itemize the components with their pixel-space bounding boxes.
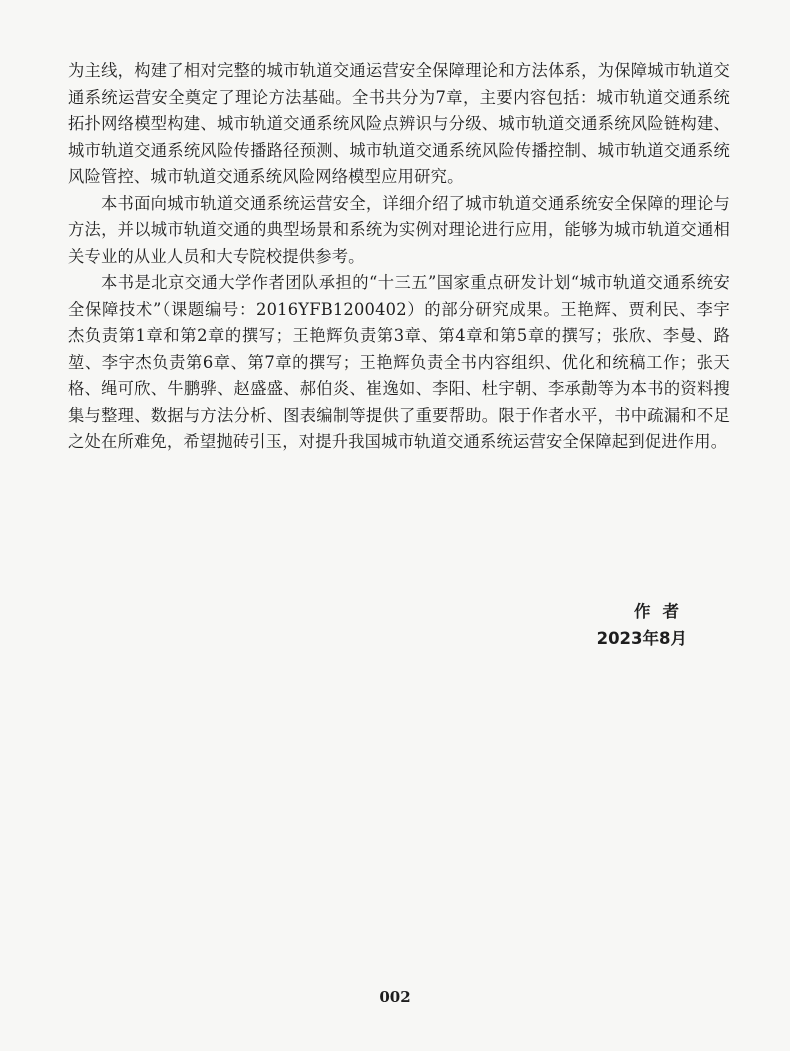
signature-block: [596, 598, 691, 652]
paragraph-3: 本书是北京交通大学作者团队承担的“十三五”国家重点研发计划“城市轨道交通系统安全保障技术”（课题编号：2016YFB1200402）的部分研究成果。王艳辉、贾利民、李宇杰负责第1章和第2章的撰写；王艳辉负责第3章、第4章和第5章的撰写；张欣、李曼、路堃、李宇杰负责第6章、第7章的撰写；王艳辉负责全书内容组织、优化和统稿工作；张天格、绳可欣、牛鹏骅、赵盛盛、郝伯炎、崔逸如、李阳、杜宇朝、李承勣等为本书的资料搜集与整理、数据与方法分析、图表编制等提供了重要帮助。限于作者水平，书中疏漏和不足之处在所难免，希望抛砖引玉，对提升我国城市轨道交通系统运营安全保障起到促进作用。: [68, 273, 730, 451]
paragraph-1: 为主线，构建了相对完整的城市轨道交通运营安全保障理论和方法体系，为保障城市轨道交通系统运营安全奠定了理论方法基础。全书共分为7章，主要内容包括：城市轨道交通系统拓扑网络模型构建、城市轨道交通系统风险点辨识与分级、城市轨道交通系统风险链构建、城市轨道交通系统风险传播路径预测、城市轨道交通系统风险传播控制、城市轨道交通系统风险管控、城市轨道交通系统风险网络模型应用研究。: [68, 61, 730, 186]
body-text: [68, 58, 730, 456]
signature-date: 2023年8月: [596, 629, 687, 648]
page-number: 002: [379, 988, 411, 1006]
signature-author: 作者: [634, 602, 691, 621]
paragraph-2: 本书面向城市轨道交通系统运营安全，详细介绍了城市轨道交通系统安全保障的理论与方法，并以城市轨道交通的典型场景和系统为实例对理论进行应用，能够为城市轨道交通相关专业的从业人员和大专院校提供参考。: [68, 193, 730, 266]
